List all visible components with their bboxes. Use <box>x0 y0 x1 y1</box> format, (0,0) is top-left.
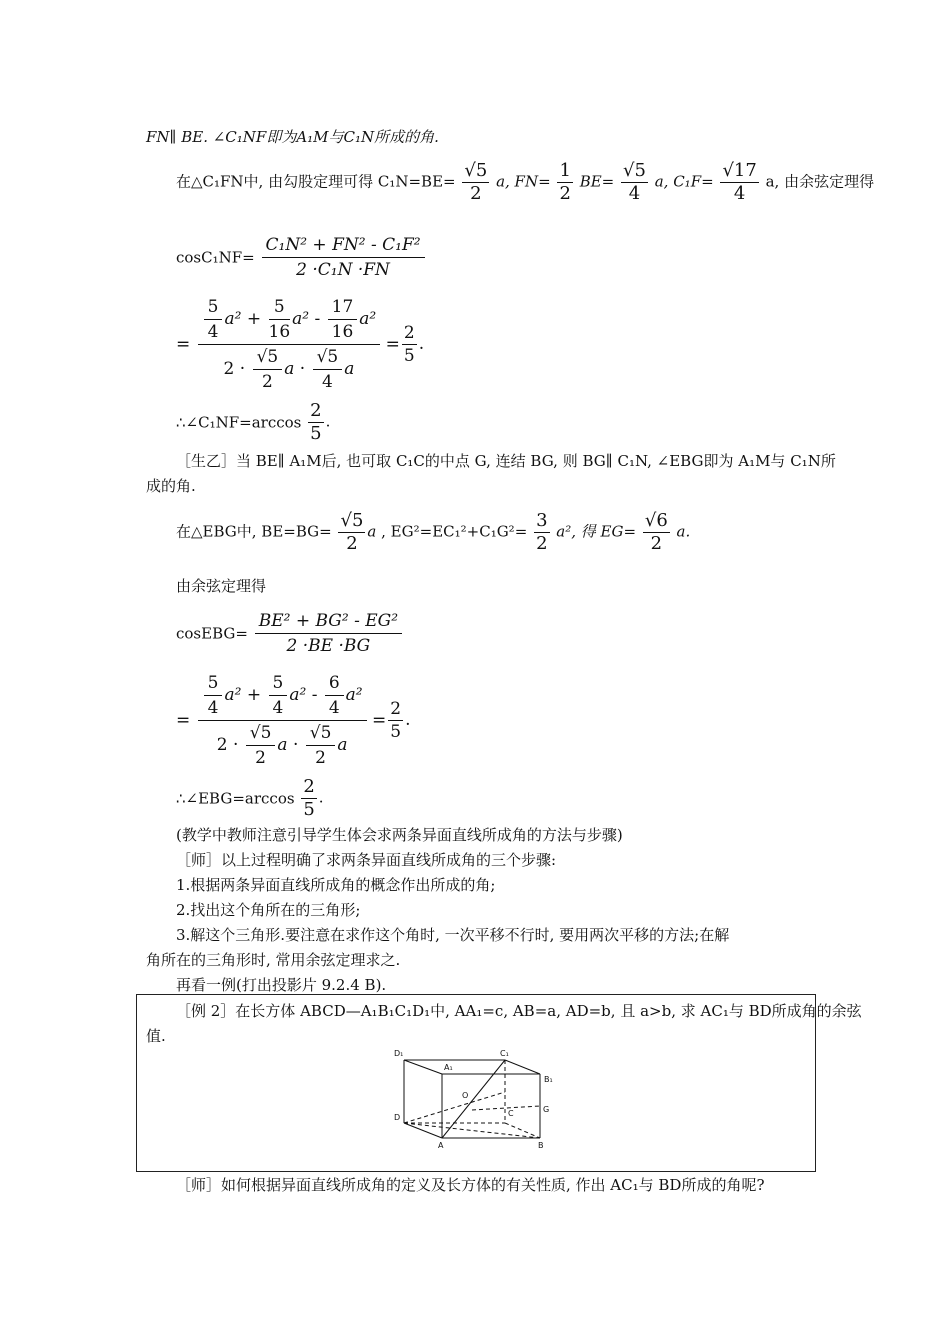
fraction-3-over-2: $\frac{3}{2}$ <box>536 510 548 554</box>
vertex-label: C <box>508 1109 514 1118</box>
text: = <box>176 334 191 355</box>
fraction-sqrt5-over-2: $\frac{√5}{2}$ <box>464 160 488 204</box>
step-2: 2.找出这个角所在的三角形; <box>176 901 361 919</box>
vertex-label: A <box>438 1141 444 1150</box>
fraction-sqrt17-over-4: $\frac{√17}{4}$ <box>722 160 757 204</box>
step-3: 3.解这个三角形.要注意在求作这个角时, 一次平移不行时, 要用两次平移的方法;在解 <box>176 926 730 944</box>
text: 在△C₁FN中, 由勾股定理可得 C₁N=BE= <box>176 172 456 191</box>
therefore-arccos-1: ∴∠C₁NF=arccos $\frac{2}{5}$ . <box>176 400 331 444</box>
vertex-label: B <box>538 1141 544 1150</box>
cuboid-diagram <box>390 1040 570 1150</box>
vertex-label: A₁ <box>444 1063 453 1072</box>
therefore-arccos-2: ∴∠EBG=arccos $\frac{2}{5}$ . <box>176 776 324 820</box>
text: 在△EBG中, BE=BG= <box>176 522 332 541</box>
big-fraction-2: $\frac{5}{4}$ a² + $\frac{5}{4}$ a² - $\frac{6}{4}$ a² 2 · $\frac{√5}{2}$ a · $\frac{√5}{2}$ a <box>198 674 367 767</box>
fraction-sqrt5-over-2: $\frac{√5}{2}$ <box>340 510 364 554</box>
line-by-cosine-law: 由余弦定理得 <box>176 577 267 595</box>
text: ∴∠EBG=arccos <box>176 789 295 808</box>
paragraph-sheng-yi-cont: 成的角. <box>146 477 196 495</box>
text: a², 得 EG= <box>556 522 637 541</box>
vertex-label: G <box>543 1105 550 1114</box>
text: a, C₁F= <box>654 172 714 191</box>
fraction-sqrt6-over-2: $\frac{√6}{2}$ <box>644 510 668 554</box>
fraction-cosine-law-1: $\frac{\text{C₁N² + FN² - C₁F²}}{\text{2 ·C₁N ·FN}}$ <box>262 236 425 279</box>
computation-1: = $\frac{5}{4}$ a² + $\frac{5}{16}$ a² - $\frac{17}{16}$ a² 2 · $\frac{√5}{2}$ a · $\frac{√5}{4}$ a = $\frac{2}{5}$ . <box>176 297 425 392</box>
step-1: 1.根据两条异面直线所成角的概念作出所成的角; <box>176 876 496 894</box>
fraction-sqrt5-over-4: $\frac{√5}{4}$ <box>623 160 646 204</box>
vertex-label: D <box>394 1113 401 1122</box>
again-example: 再看一例(打出投影片 9.2.4 B). <box>176 976 387 994</box>
line-pythagoras <box>176 162 874 203</box>
vertex-label: B₁ <box>544 1075 553 1084</box>
step-3-cont: 角所在的三角形时, 常用余弦定理求之. <box>146 951 401 969</box>
text: , EG²=EC₁²+C₁G²= <box>381 522 528 541</box>
big-fraction-1: $\frac{5}{4}$ a² + $\frac{5}{16}$ a² - $\frac{17}{16}$ a² 2 · $\frac{√5}{2}$ a · $\frac{√5}{4}$ a <box>198 298 381 391</box>
text: = <box>176 710 191 731</box>
fraction-2-over-5: $\frac{2}{5}$ <box>310 400 322 444</box>
text: ∴∠C₁NF=arccos <box>176 413 302 432</box>
text: cosEBG= <box>176 624 248 643</box>
text: BE= <box>579 172 615 191</box>
computation-2: = $\frac{5}{4}$ a² + $\frac{5}{4}$ a² - $\frac{6}{4}$ a² 2 · $\frac{√5}{2}$ a · $\frac{√5}{2}$ a = $\frac{2}{5}$ . <box>176 673 411 768</box>
example-2-text-cont: 值. <box>146 1027 166 1045</box>
text: a. <box>676 522 691 541</box>
paragraph-sheng-yi: ［生乙］当 BE∥ A₁M后, 也可取 C₁C的中点 G, 连结 BG, 则 BG∥ C₁N, ∠EBG即为 A₁M与 C₁N所 <box>176 452 836 470</box>
text: a, 由余弦定理得 <box>765 172 875 191</box>
vertex-label: D₁ <box>394 1049 404 1058</box>
text: cosC₁NF= <box>176 248 255 267</box>
text: a, FN= <box>496 172 551 191</box>
vertex-label: C₁ <box>500 1049 509 1058</box>
fraction-cosine-law-2: $\frac{\text{BE² + BG² - EG²}}{2 \cdot BE \cdot BG}$ <box>255 612 402 655</box>
fraction-2-over-5: $\frac{2}{5}$ <box>303 776 315 820</box>
vertex-label: O <box>462 1091 469 1100</box>
line-ebg: 在△EBG中, BE=BG= $\frac{√5}{2}$ a , EG²=EC₁²+C₁G²= $\frac{3}{2}$ a², 得 EG= $\frac{√6}{2}$ a. <box>176 510 691 554</box>
example-2-text: ［例 2］在长方体 ABCD—A₁B₁C₁D₁中, AA₁=c, AB=a, AD=b, 且 a>b, 求 AC₁与 BD所成角的余弦 <box>176 1002 862 1020</box>
fraction-1-over-2: $\frac{1}{2}$ <box>559 160 571 204</box>
teaching-note: (教学中教师注意引导学生体会求两条异面直线所成角的方法与步骤) <box>176 826 623 844</box>
cos-ebg-formula <box>176 612 402 655</box>
teacher-question: ［师］如何根据异面直线所成角的定义及长方体的有关性质, 作出 AC₁与 BD所成的角呢? <box>176 1176 765 1194</box>
cos-c1nf-formula <box>176 236 425 279</box>
line-fn-parallel-be: FN∥ BE. ∠C₁NF即为A₁M与C₁N所成的角. <box>146 128 439 146</box>
teacher-summary: ［师］以上过程明确了求两条异面直线所成角的三个步骤: <box>176 851 557 869</box>
